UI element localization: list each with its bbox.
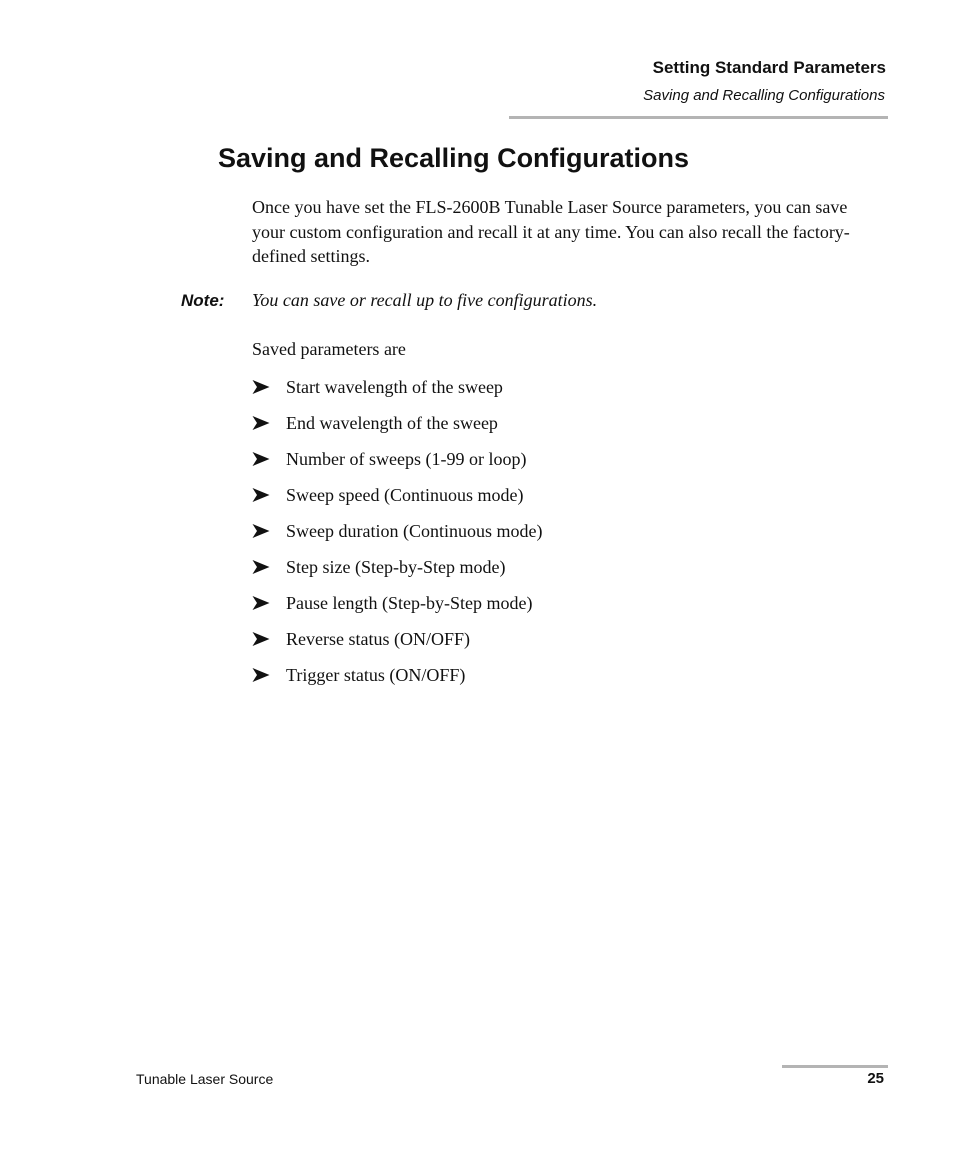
arrowhead-bullet-icon xyxy=(252,666,270,684)
arrowhead-bullet-icon xyxy=(252,414,270,432)
intro-paragraph: Once you have set the FLS-2600B Tunable Laser Source parameters, you can save your custom configuration and recall it at any time. You can also recall the factory-defined settings. xyxy=(252,197,850,266)
note-text: You can save or recall up to five configurations. xyxy=(252,290,598,310)
list-item-label: Reverse status (ON/OFF) xyxy=(286,629,470,649)
list-item-label: Sweep speed (Continuous mode) xyxy=(286,485,524,505)
header-divider xyxy=(509,116,888,119)
arrowhead-bullet-icon xyxy=(252,558,270,576)
list-item-label: Pause length (Step-by-Step mode) xyxy=(286,593,533,613)
running-header-chapter: Setting Standard Parameters xyxy=(652,58,886,77)
arrowhead-bullet-icon xyxy=(252,630,270,648)
arrowhead-bullet-icon xyxy=(252,450,270,468)
arrowhead-bullet-icon xyxy=(252,486,270,504)
saved-parameters-intro: Saved parameters are xyxy=(252,339,406,359)
list-item-label: Start wavelength of the sweep xyxy=(286,377,503,397)
arrowhead-bullet-icon xyxy=(252,594,270,612)
list-item-label: Step size (Step-by-Step mode) xyxy=(286,557,506,577)
running-header-section: Saving and Recalling Configurations xyxy=(643,87,885,104)
page-number: 25 xyxy=(867,1070,884,1087)
footer-divider xyxy=(782,1065,888,1068)
page-title: Saving and Recalling Configurations xyxy=(218,143,690,173)
list-item-label: Number of sweeps (1-99 or loop) xyxy=(286,449,527,469)
arrowhead-bullet-icon xyxy=(252,378,270,396)
arrowhead-bullet-icon xyxy=(252,522,270,540)
list-item-label: Trigger status (ON/OFF) xyxy=(286,665,466,685)
list-item-label: End wavelength of the sweep xyxy=(286,413,498,433)
list-item-label: Sweep duration (Continuous mode) xyxy=(286,521,543,541)
note-label: Note: xyxy=(181,291,225,310)
footer-product-name: Tunable Laser Source xyxy=(136,1071,274,1087)
